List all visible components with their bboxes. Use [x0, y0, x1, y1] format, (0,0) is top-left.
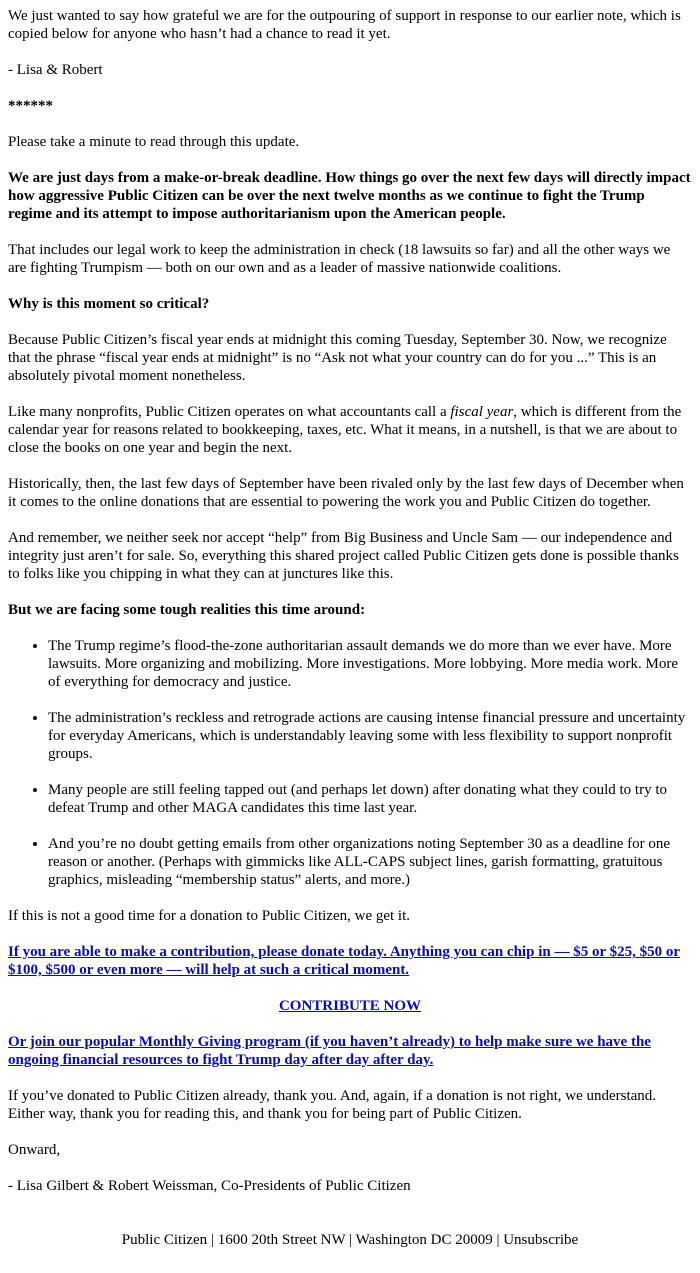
contribute-now-button[interactable]: CONTRIBUTE NOW	[278, 998, 422, 1014]
thanks-paragraph: If you’ve donated to Public Citizen already, thank you. And, again, if a donation is not right, we understand. Either way, thank you for reading this, and thank you for being part of Public Citizen.	[8, 1088, 657, 1122]
why-heading-text: Why is this moment so critical?	[8, 296, 210, 312]
footer-separator: |	[210, 1232, 214, 1248]
realities-heading	[8, 601, 692, 619]
independence-paragraph: And remember, we neither seek nor accept “help” from Big Business and Uncle Sam — our independence and integrity just aren’t for sale. So, everything this shared project called Public Citizen gets done is possible thanks to folks like you chipping in what they can at junctures like this.	[8, 530, 679, 582]
unsubscribe-link[interactable]: Unsubscribe	[503, 1232, 579, 1248]
email-footer	[8, 1231, 692, 1249]
realities-list	[8, 637, 692, 889]
onward-paragraph: Onward,	[8, 1142, 61, 1158]
contribute-row	[8, 997, 692, 1015]
nonprofit-paragraph	[8, 403, 692, 457]
deadline-paragraph	[8, 169, 692, 223]
footer-city: Washington DC 20009	[355, 1232, 493, 1248]
nonprofit-text-after: , which is different from the calendar year for reasons related to bookkeeping, taxes, etc. What it means, in a nutshell, is that we are about to close the books on one year and begin the next.	[8, 404, 682, 456]
separator-stars: ******	[8, 98, 53, 114]
list-item: • And you’re no doubt getting emails from other organizations noting September 30 as a deadline for one reason or another. (Perhaps with gimmicks like ALL-CAPS subject lines, garish formatting, gratuitous graphics, misleading “membership status” alerts, and more.)	[48, 835, 692, 889]
fiscal-year-paragraph: Because Public Citizen’s fiscal year ends at midnight this coming Tuesday, September 30. Now, we recognize that the phrase “fiscal year ends at midnight” is no “Ask not what your country can do for you ...” This is an absolutely pivotal moment nonetheless.	[8, 332, 667, 384]
footer-org: Public Citizen	[121, 1232, 208, 1248]
donate-today-link[interactable]: If you are able to make a contribution, please donate today. Anything you can chip in — $5 or $25, $50 or $100, $500 or even more — will help at such a critical moment.	[8, 944, 680, 978]
list-item: • The administration’s reckless and retrograde actions are causing intense financial pressure and uncertainty for everyday Americans, which is understandably leaving some with less flexibility to support nonprofit groups.	[48, 709, 692, 763]
footer-address: 1600 20th Street NW	[217, 1232, 346, 1248]
legal-work-paragraph: That includes our legal work to keep the administration in check (18 lawsuits so far) and all the other ways we are fighting Trumpism — both on our own and as a leader of massive nationwide coalitions.	[8, 242, 671, 276]
section-separator	[8, 97, 692, 115]
list-item: • The Trump regime’s flood-the-zone authoritarian assault demands we do more than we ever have. More lawsuits. More organizing and mobilizing. More investigations. More lobbying. More media work. More of everything for democracy and justice.	[48, 637, 692, 691]
email-body	[0, 7, 700, 1249]
not-good-time-paragraph: If this is not a good time for a donation to Public Citizen, we get it.	[8, 908, 411, 924]
fiscal-year-italic: fiscal year	[450, 404, 514, 420]
footer-separator: |	[349, 1232, 353, 1248]
list-item: • Many people are still feeling tapped out (and perhaps let down) after donating what they could to try to defeat Trump and other MAGA candidates this time last year.	[48, 781, 692, 817]
footer-separator: |	[496, 1232, 500, 1248]
nonprofit-text-before: Like many nonprofits, Public Citizen operates on what accountants call a	[8, 404, 451, 420]
historically-paragraph: Historically, then, the last few days of September have been rivaled only by the last few days of December when it comes to the online donations that are essential to powering the work you and Public Citizen do together.	[8, 476, 684, 510]
monthly-giving-paragraph	[8, 1033, 692, 1069]
intro-paragraph: We just wanted to say how grateful we are for the outpouring of support in response to our earlier note, which is copied below for anyone who hasn’t had a chance to read it yet.	[8, 8, 681, 42]
donate-link-paragraph	[8, 943, 692, 979]
intro-signoff: - Lisa & Robert	[8, 62, 103, 78]
lead-paragraph: Please take a minute to read through this update.	[8, 134, 300, 150]
signature-paragraph: - Lisa Gilbert & Robert Weissman, Co-Presidents of Public Citizen	[8, 1178, 411, 1194]
realities-heading-text: But we are facing some tough realities this time around:	[8, 602, 366, 618]
why-heading	[8, 295, 692, 313]
deadline-bold-text: We are just days from a make-or-break deadline. How things go over the next few days will directly impact how aggressive Public Citizen can be over the next twelve months as we continue to fight the Trump regime and its attempt to impose authoritarianism upon the American people.	[8, 170, 691, 222]
monthly-giving-link[interactable]: Or join our popular Monthly Giving program (if you haven’t already) to help make sure we have the ongoing financial resources to fight Trump day after day after day.	[8, 1034, 651, 1068]
